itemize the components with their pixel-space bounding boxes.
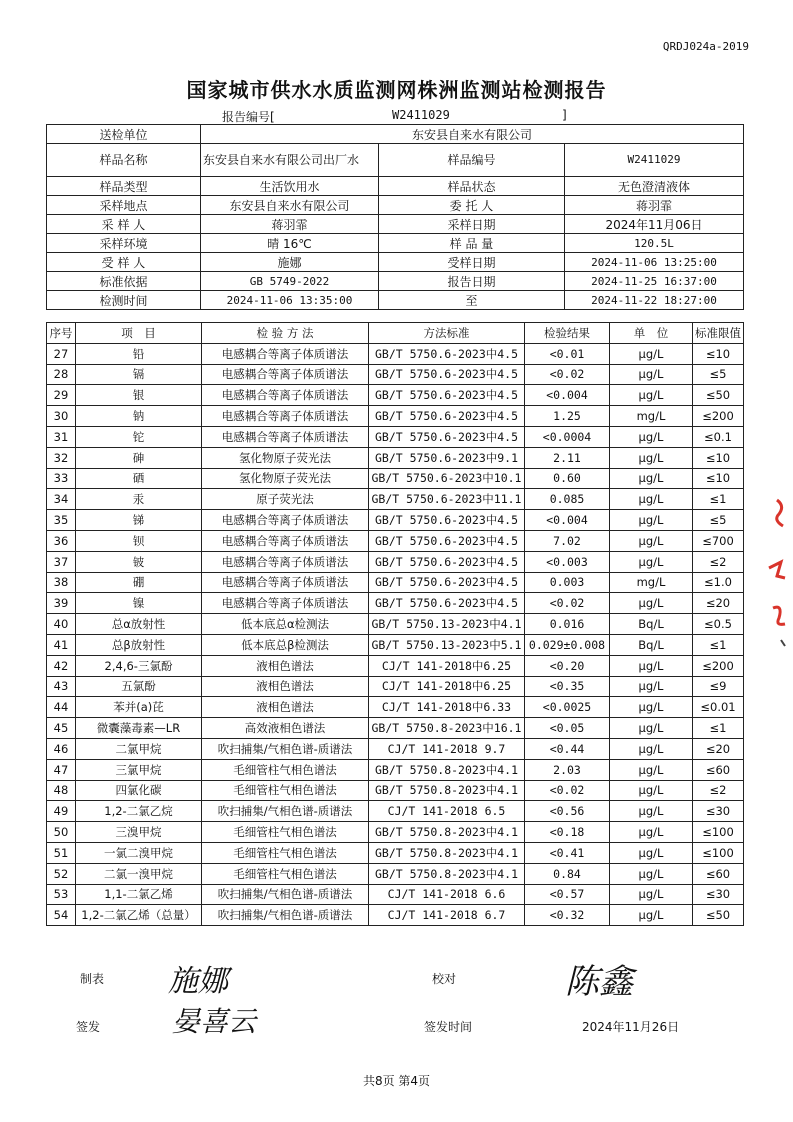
row-unit: μg/L — [610, 655, 693, 676]
row-limit: ≤0.1 — [693, 426, 744, 447]
row-standard: CJ/T 141-2018中6.25 — [369, 676, 525, 697]
approved-label: 签发 — [76, 1020, 101, 1034]
row-limit: ≤50 — [693, 385, 744, 406]
result-row — [47, 655, 744, 676]
row-standard: CJ/T 141-2018 6.7 — [369, 905, 525, 926]
client-label: 送检单位 — [47, 125, 201, 144]
result-row — [47, 614, 744, 635]
row-item: 砷 — [76, 447, 202, 468]
row-result: 0.84 — [525, 863, 610, 884]
row-index: 52 — [47, 863, 76, 884]
row-limit: ≤200 — [693, 406, 744, 427]
row-method: 吹扫捕集/气相色谱-质谱法 — [202, 884, 369, 905]
row-result: 0.016 — [525, 614, 610, 635]
row-unit: μg/L — [610, 385, 693, 406]
row-item: 总β放射性 — [76, 634, 202, 655]
result-row — [47, 842, 744, 863]
approved-signature: 晏喜云 — [172, 1005, 257, 1038]
row-unit: μg/L — [610, 343, 693, 364]
row-index: 51 — [47, 842, 76, 863]
site-value: 东安县自来水有限公司 — [201, 196, 379, 215]
report-number-close: ] — [562, 108, 567, 122]
row-method: 电感耦合等离子体质谱法 — [202, 406, 369, 427]
result-row — [47, 822, 744, 843]
row-item: 一氯二溴甲烷 — [76, 842, 202, 863]
row-standard: GB/T 5750.6-2023中9.1 — [369, 447, 525, 468]
row-standard: GB/T 5750.8-2023中4.1 — [369, 759, 525, 780]
row-index: 49 — [47, 801, 76, 822]
row-index: 44 — [47, 697, 76, 718]
sample-type-label: 样品类型 — [47, 177, 201, 196]
row-index: 31 — [47, 426, 76, 447]
row-unit: μg/L — [610, 510, 693, 531]
row-standard: GB/T 5750.6-2023中4.5 — [369, 385, 525, 406]
row-index: 38 — [47, 572, 76, 593]
receiver-value: 施娜 — [201, 253, 379, 272]
header-index: 序号 — [47, 323, 76, 344]
row-result: <0.0004 — [525, 426, 610, 447]
env-label: 采样环境 — [47, 234, 201, 253]
row-result: <0.20 — [525, 655, 610, 676]
row-index: 30 — [47, 406, 76, 427]
row-method: 低本底总β检测法 — [202, 634, 369, 655]
row-limit: ≤10 — [693, 447, 744, 468]
row-unit: mg/L — [610, 406, 693, 427]
row-unit: μg/L — [610, 676, 693, 697]
row-result: <0.02 — [525, 593, 610, 614]
env-value: 晴 16℃ — [201, 234, 379, 253]
row-method: 氢化物原子荧光法 — [202, 447, 369, 468]
page-title: 国家城市供水水质监测网株洲监测站检测报告 — [186, 78, 607, 102]
result-row — [47, 738, 744, 759]
row-result: <0.05 — [525, 718, 610, 739]
row-standard: GB/T 5750.13-2023中5.1 — [369, 634, 525, 655]
row-index: 34 — [47, 489, 76, 510]
prepared-label: 制表 — [80, 972, 105, 986]
row-standard: CJ/T 141-2018中6.25 — [369, 655, 525, 676]
row-unit: Bq/L — [610, 614, 693, 635]
received-label: 受样日期 — [379, 253, 565, 272]
result-row — [47, 447, 744, 468]
row-standard: GB/T 5750.6-2023中11.1 — [369, 489, 525, 510]
row-unit: μg/L — [610, 884, 693, 905]
checked-label: 校对 — [432, 972, 457, 986]
report-number-label: 报告编号[ — [222, 110, 275, 124]
row-item: 硒 — [76, 468, 202, 489]
row-unit: μg/L — [610, 530, 693, 551]
row-index: 47 — [47, 759, 76, 780]
row-item: 二氯甲烷 — [76, 738, 202, 759]
result-row — [47, 780, 744, 801]
row-item: 2,4,6-三氯酚 — [76, 655, 202, 676]
row-result: 0.003 — [525, 572, 610, 593]
row-unit: μg/L — [610, 905, 693, 926]
row-method: 液相色谱法 — [202, 697, 369, 718]
received-value: 2024-11-06 13:25:00 — [565, 253, 744, 272]
test-time-label: 检测时间 — [47, 291, 201, 310]
row-item: 1,1-二氯乙烯 — [76, 884, 202, 905]
row-method: 电感耦合等离子体质谱法 — [202, 530, 369, 551]
header-unit: 单 位 — [610, 323, 693, 344]
row-unit: μg/L — [610, 447, 693, 468]
test-to-label: 至 — [379, 291, 565, 310]
row-method: 高效液相色谱法 — [202, 718, 369, 739]
row-unit: μg/L — [610, 822, 693, 843]
row-method: 吹扫捕集/气相色谱-质谱法 — [202, 905, 369, 926]
sampler-value: 蒋羽霏 — [201, 215, 379, 234]
result-row — [47, 426, 744, 447]
row-result: 7.02 — [525, 530, 610, 551]
row-standard: CJ/T 141-2018 6.6 — [369, 884, 525, 905]
result-row — [47, 884, 744, 905]
row-method: 电感耦合等离子体质谱法 — [202, 364, 369, 385]
row-index: 35 — [47, 510, 76, 531]
result-row — [47, 905, 744, 926]
row-index: 42 — [47, 655, 76, 676]
row-standard: GB/T 5750.6-2023中4.5 — [369, 530, 525, 551]
row-unit: μg/L — [610, 738, 693, 759]
row-method: 原子荧光法 — [202, 489, 369, 510]
row-index: 27 — [47, 343, 76, 364]
row-result: <0.003 — [525, 551, 610, 572]
row-index: 36 — [47, 530, 76, 551]
row-item: 五氯酚 — [76, 676, 202, 697]
row-item: 硼 — [76, 572, 202, 593]
row-limit: ≤20 — [693, 593, 744, 614]
row-item: 三氯甲烷 — [76, 759, 202, 780]
row-limit: ≤700 — [693, 530, 744, 551]
row-limit: ≤2 — [693, 551, 744, 572]
row-method: 电感耦合等离子体质谱法 — [202, 343, 369, 364]
row-method: 电感耦合等离子体质谱法 — [202, 510, 369, 531]
row-standard: GB/T 5750.6-2023中4.5 — [369, 343, 525, 364]
row-unit: μg/L — [610, 468, 693, 489]
row-limit: ≤1 — [693, 489, 744, 510]
sample-no-value: W2411029 — [565, 144, 744, 177]
row-method: 电感耦合等离子体质谱法 — [202, 551, 369, 572]
row-unit: μg/L — [610, 718, 693, 739]
seal-edge-mark — [763, 490, 787, 650]
result-row — [47, 718, 744, 739]
row-standard: GB/T 5750.8-2023中4.1 — [369, 780, 525, 801]
row-standard: GB/T 5750.6-2023中4.5 — [369, 426, 525, 447]
result-row — [47, 697, 744, 718]
row-result: <0.004 — [525, 385, 610, 406]
row-standard: GB/T 5750.8-2023中4.1 — [369, 842, 525, 863]
prepared-signature: 施娜 — [168, 964, 228, 999]
row-unit: μg/L — [610, 426, 693, 447]
test-end-value: 2024-11-22 18:27:00 — [565, 291, 744, 310]
row-index: 48 — [47, 780, 76, 801]
header-method: 检 验 方 法 — [202, 323, 369, 344]
row-limit: ≤0.01 — [693, 697, 744, 718]
row-standard: GB/T 5750.6-2023中4.5 — [369, 572, 525, 593]
client-value: 东安县自来水有限公司 — [201, 125, 744, 144]
row-method: 电感耦合等离子体质谱法 — [202, 426, 369, 447]
row-limit: ≤1.0 — [693, 572, 744, 593]
row-limit: ≤5 — [693, 510, 744, 531]
row-result: 0.029±0.008 — [525, 634, 610, 655]
sample-info-table — [46, 124, 744, 310]
row-limit: ≤50 — [693, 905, 744, 926]
row-limit: ≤10 — [693, 468, 744, 489]
row-item: 1,2-二氯乙烷 — [76, 801, 202, 822]
header-limit: 标准限值 — [693, 323, 744, 344]
row-method: 毛细管柱气相色谱法 — [202, 842, 369, 863]
row-unit: μg/L — [610, 697, 693, 718]
row-limit: ≤9 — [693, 676, 744, 697]
sampling-date-label: 采样日期 — [379, 215, 565, 234]
row-item: 汞 — [76, 489, 202, 510]
row-index: 32 — [47, 447, 76, 468]
header-standard: 方法标准 — [369, 323, 525, 344]
result-row — [47, 510, 744, 531]
result-row — [47, 593, 744, 614]
row-result: <0.32 — [525, 905, 610, 926]
row-standard: GB/T 5750.8-2023中16.1 — [369, 718, 525, 739]
row-limit: ≤60 — [693, 759, 744, 780]
results-table — [46, 322, 744, 926]
row-result: <0.44 — [525, 738, 610, 759]
row-index: 40 — [47, 614, 76, 635]
row-item: 铅 — [76, 343, 202, 364]
row-item: 铍 — [76, 551, 202, 572]
row-method: 低本底总α检测法 — [202, 614, 369, 635]
row-method: 电感耦合等离子体质谱法 — [202, 572, 369, 593]
row-method: 毛细管柱气相色谱法 — [202, 822, 369, 843]
result-row — [47, 468, 744, 489]
row-method: 氢化物原子荧光法 — [202, 468, 369, 489]
row-index: 46 — [47, 738, 76, 759]
row-standard: GB/T 5750.6-2023中4.5 — [369, 406, 525, 427]
result-row — [47, 572, 744, 593]
row-result: 0.085 — [525, 489, 610, 510]
sample-state-value: 无色澄清液体 — [565, 177, 744, 196]
checked-signature: 陈鑫 — [565, 962, 633, 1002]
row-unit: Bq/L — [610, 634, 693, 655]
sample-name-value: 东安县自来水有限公司出厂水 — [201, 144, 379, 177]
row-item: 三溴甲烷 — [76, 822, 202, 843]
row-standard: GB/T 5750.8-2023中4.1 — [369, 822, 525, 843]
result-row — [47, 759, 744, 780]
row-standard: GB/T 5750.6-2023中4.5 — [369, 364, 525, 385]
row-index: 41 — [47, 634, 76, 655]
row-standard: GB/T 5750.8-2023中4.1 — [369, 863, 525, 884]
result-row — [47, 343, 744, 364]
consignor-value: 蒋羽霏 — [565, 196, 744, 215]
issue-date-label: 签发时间 — [424, 1020, 473, 1034]
row-item: 微囊藻毒素—LR — [76, 718, 202, 739]
row-item: 四氯化碳 — [76, 780, 202, 801]
row-standard: CJ/T 141-2018中6.33 — [369, 697, 525, 718]
row-method: 吹扫捕集/气相色谱-质谱法 — [202, 738, 369, 759]
row-index: 39 — [47, 593, 76, 614]
report-number — [222, 106, 602, 124]
report-number-value: W2411029 — [392, 108, 450, 122]
row-item: 镉 — [76, 364, 202, 385]
row-method: 液相色谱法 — [202, 655, 369, 676]
row-method: 毛细管柱气相色谱法 — [202, 780, 369, 801]
row-result: 1.25 — [525, 406, 610, 427]
row-item: 1,2-二氯乙烯（总量） — [76, 905, 202, 926]
result-row — [47, 385, 744, 406]
row-index: 37 — [47, 551, 76, 572]
report-date-value: 2024-11-25 16:37:00 — [565, 272, 744, 291]
result-row — [47, 676, 744, 697]
sample-state-label: 样品状态 — [379, 177, 565, 196]
row-unit: μg/L — [610, 593, 693, 614]
row-item: 镍 — [76, 593, 202, 614]
row-standard: GB/T 5750.13-2023中4.1 — [369, 614, 525, 635]
row-result: <0.41 — [525, 842, 610, 863]
row-item: 总α放射性 — [76, 614, 202, 635]
row-item: 苯并(a)芘 — [76, 697, 202, 718]
result-row — [47, 406, 744, 427]
row-result: <0.35 — [525, 676, 610, 697]
row-limit: ≤1 — [693, 718, 744, 739]
row-item: 钡 — [76, 530, 202, 551]
row-limit: ≤100 — [693, 842, 744, 863]
row-standard: GB/T 5750.6-2023中4.5 — [369, 593, 525, 614]
row-result: 2.03 — [525, 759, 610, 780]
result-row — [47, 551, 744, 572]
result-row — [47, 634, 744, 655]
row-index: 29 — [47, 385, 76, 406]
row-unit: mg/L — [610, 572, 693, 593]
consignor-label: 委 托 人 — [379, 196, 565, 215]
row-limit: ≤5 — [693, 364, 744, 385]
row-limit: ≤0.5 — [693, 614, 744, 635]
row-result: <0.56 — [525, 801, 610, 822]
row-method: 电感耦合等离子体质谱法 — [202, 385, 369, 406]
result-row — [47, 530, 744, 551]
sample-name-label: 样品名称 — [47, 144, 201, 177]
row-result: <0.57 — [525, 884, 610, 905]
row-limit: ≤10 — [693, 343, 744, 364]
header-result: 检验结果 — [525, 323, 610, 344]
row-index: 50 — [47, 822, 76, 843]
standard-label: 标准依据 — [47, 272, 201, 291]
row-result: <0.02 — [525, 780, 610, 801]
row-index: 33 — [47, 468, 76, 489]
row-unit: μg/L — [610, 551, 693, 572]
row-standard: GB/T 5750.6-2023中4.5 — [369, 510, 525, 531]
row-limit: ≤2 — [693, 780, 744, 801]
row-limit: ≤200 — [693, 655, 744, 676]
test-start-value: 2024-11-06 13:35:00 — [201, 291, 379, 310]
row-result: 2.11 — [525, 447, 610, 468]
row-unit: μg/L — [610, 759, 693, 780]
results-header-row — [47, 323, 744, 344]
row-index: 53 — [47, 884, 76, 905]
standard-value: GB 5749-2022 — [201, 272, 379, 291]
row-unit: μg/L — [610, 489, 693, 510]
row-unit: μg/L — [610, 842, 693, 863]
row-limit: ≤100 — [693, 822, 744, 843]
result-row — [47, 801, 744, 822]
row-result: <0.01 — [525, 343, 610, 364]
row-item: 铊 — [76, 426, 202, 447]
result-row — [47, 863, 744, 884]
page-counter: 共8页 第4页 — [362, 1074, 431, 1088]
row-unit: μg/L — [610, 364, 693, 385]
row-result: <0.004 — [525, 510, 610, 531]
row-standard: CJ/T 141-2018 6.5 — [369, 801, 525, 822]
row-limit: ≤60 — [693, 863, 744, 884]
row-standard: CJ/T 141-2018 9.7 — [369, 738, 525, 759]
row-result: 0.60 — [525, 468, 610, 489]
row-standard: GB/T 5750.6-2023中4.5 — [369, 551, 525, 572]
issue-date-value: 2024年11月26日 — [582, 1020, 680, 1034]
row-index: 28 — [47, 364, 76, 385]
row-method: 毛细管柱气相色谱法 — [202, 863, 369, 884]
row-index: 54 — [47, 905, 76, 926]
row-item: 二氯一溴甲烷 — [76, 863, 202, 884]
row-item: 钠 — [76, 406, 202, 427]
row-method: 毛细管柱气相色谱法 — [202, 759, 369, 780]
signature-area — [0, 960, 793, 1040]
sample-no-label: 样品编号 — [379, 144, 565, 177]
row-unit: μg/L — [610, 801, 693, 822]
row-index: 45 — [47, 718, 76, 739]
row-limit: ≤1 — [693, 634, 744, 655]
row-unit: μg/L — [610, 863, 693, 884]
sample-type-value: 生活饮用水 — [201, 177, 379, 196]
header-item: 项 目 — [76, 323, 202, 344]
receiver-label: 受 样 人 — [47, 253, 201, 272]
site-label: 采样地点 — [47, 196, 201, 215]
row-index: 43 — [47, 676, 76, 697]
quantity-value: 120.5L — [565, 234, 744, 253]
result-row — [47, 364, 744, 385]
sampler-label: 采 样 人 — [47, 215, 201, 234]
row-limit: ≤30 — [693, 884, 744, 905]
row-limit: ≤20 — [693, 738, 744, 759]
sampling-date-value: 2024年11月06日 — [565, 215, 744, 234]
row-item: 银 — [76, 385, 202, 406]
row-method: 液相色谱法 — [202, 676, 369, 697]
row-result: <0.18 — [525, 822, 610, 843]
row-standard: GB/T 5750.6-2023中10.1 — [369, 468, 525, 489]
row-item: 锑 — [76, 510, 202, 531]
report-date-label: 报告日期 — [379, 272, 565, 291]
row-unit: μg/L — [610, 780, 693, 801]
document-code: QRDJ024a-2019 — [662, 40, 749, 53]
result-row — [47, 489, 744, 510]
row-method: 吹扫捕集/气相色谱-质谱法 — [202, 801, 369, 822]
row-result: <0.02 — [525, 364, 610, 385]
row-limit: ≤30 — [693, 801, 744, 822]
row-result: <0.0025 — [525, 697, 610, 718]
quantity-label: 样 品 量 — [379, 234, 565, 253]
row-method: 电感耦合等离子体质谱法 — [202, 593, 369, 614]
